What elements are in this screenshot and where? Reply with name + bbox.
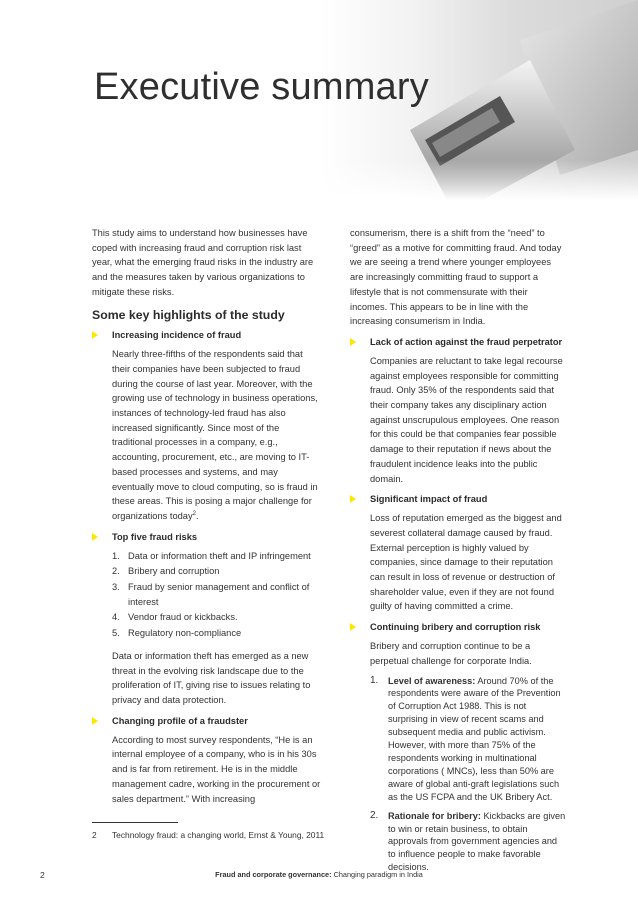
list-item: 3. Fraud by senior management and conflict of interest [112,582,310,607]
highlight-item [350,492,566,614]
bribery-list [370,675,566,875]
bullet-arrow-icon [350,495,356,503]
highlights-heading: Some key highlights of the study [92,307,285,322]
highlight-paragraph: Nearly three-fifths of the respondents said that their companies have been subjected to fraud during the course of last year. Moreover, with the growing use of technology in business operations, instances of technology-led fraud has also increased significantly. Since most of the traditional processes in a company, e.g., accounting, procurement, etc., are moving to IT-based processes and systems, and may eventually move to cloud computing, so is fraud in these areas. This is posing a major challenge for organizations today$^2$. [112,349,318,521]
bullet-arrow-icon [92,717,98,725]
highlight-paragraph: Loss of reputation emerged as the biggest and severest collateral damage caused by fraud. External perception is highly valued by companies, since damage to their reputation can result in loss of revenue or destruction of shareholder value, even if they are not found guilty of having committed a crime. [370,513,562,612]
highlight-paragraph: Data or information theft has emerged as a new threat in the evolving risk landscape due to the proliferation of IT, giving rise to issues relating to privacy and data protection. [112,650,311,705]
footnote-text: Technology fraud: a changing world, Ernst & Young, 2011 [112,830,325,840]
list-item: 5. Regulatory non-compliance [112,628,242,639]
highlight-title: Significant impact of fraud [370,494,488,505]
running-footer: Fraud and corporate governance: Changing paradigm in India [215,870,423,879]
highlight-item [92,714,322,807]
highlight-item [350,335,566,486]
footnote-reference: 2 [192,510,196,517]
list-item: 4. Vendor fraud or kickbacks. [112,612,238,623]
bullet-arrow-icon [92,533,98,541]
highlight-title: Increasing incidence of fraud [112,330,242,341]
highlight-item [92,530,322,708]
highlight-paragraph: Bribery and corruption continue to be a perpetual challenge for corporate India. [370,641,532,666]
continued-paragraph: consumerism, there is a shift from the “need” to “greed” as a motive for committing fraud. And today we are seeing a trend where younger employees are increasingly committing fraud to support a lifestyle that is not commensurate with their incomes. This appears to be in line with the increasing consumerism in India. [350,228,562,327]
left-column [92,226,322,812]
footnote-divider [92,822,178,823]
bullet-arrow-icon [350,623,356,631]
highlight-title: Lack of action against the fraud perpetrator [370,336,563,347]
fraud-risk-list [112,549,322,641]
list-item: 2. Bribery and corruption [112,566,220,577]
list-item: 1. Data or information theft and IP infringement [112,550,311,561]
highlight-title: Changing profile of a fraudster [112,715,248,726]
bullet-arrow-icon [92,331,98,339]
highlight-title: Top five fraud risks [112,531,198,542]
highlight-paragraph: Companies are reluctant to take legal recourse against employees responsible for committing fraud. Only 35% of the respondents said that their company takes any disciplinary action against unscrupulous employees. One reason for this could be that companies fear possible damage to their reputation if news about the fraudulent incidence leaks into the public domain. [370,355,563,484]
footnote [92,830,324,840]
list-item: 1. Level of awareness: Around 70% of the respondents were aware of the Prevention of Corruption Act 1988. This is not surprising in view of recent scams and subsequent media and public activism. However, with more than 75% of the respondents working in multinational corporations ( MNCs), less than 50% are aware of global anti-graft legislations such as the US FCPA and the UK Bribery Act. [370,674,561,802]
page-title: Executive summary [94,66,429,108]
highlight-item [92,328,322,523]
right-column [350,226,566,880]
intro-paragraph: This study aims to understand how businesses have coped with increasing fraud and corruption risk last year, what the emerging fraud risks in the industry are and the measures taken by various organizations to mitigate these risks. [92,228,314,297]
page-number: 2 [40,870,45,880]
footnote-number: 2 [92,830,97,840]
highlight-paragraph: According to most survey respondents, “He is an internal employee of a company, who is in his 30s and is far from retirement. He is in the middle management cadre, working in the procurement or sales department.” With increasing [112,734,321,804]
list-item: 2. Rationale for bribery: Kickbacks are given to win or retain business, to obtain approvals from government agencies and to influence people to make favorable decisions. [370,809,566,873]
bullet-arrow-icon [350,338,356,346]
highlight-item [350,620,566,874]
highlight-title: Continuing bribery and corruption risk [370,622,541,633]
